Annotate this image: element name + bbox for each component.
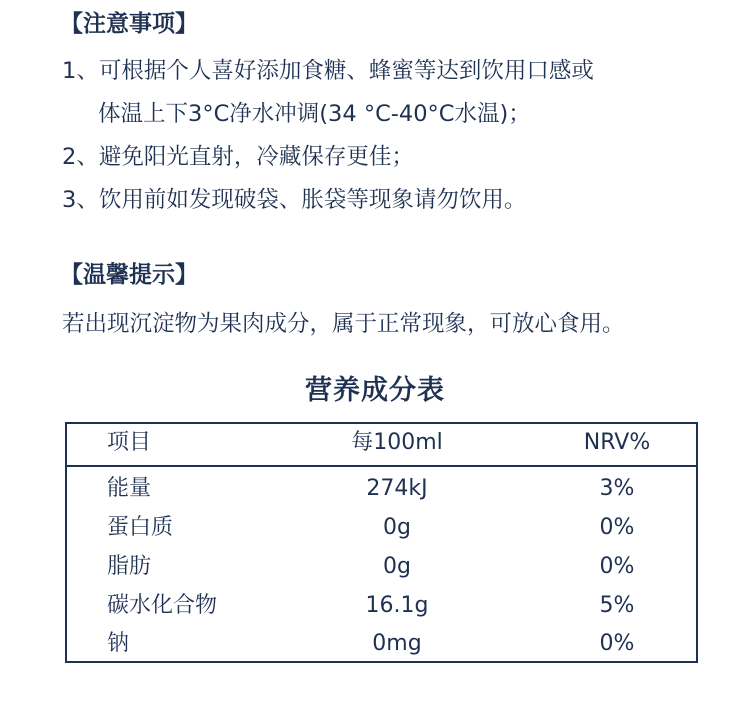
notice-line-3: 3、饮用前如发现破袋、胀袋等现象请勿饮用。 [62,187,527,213]
row-protein-value: 0g [383,515,411,540]
header-nrv: NRV% [583,430,651,455]
nutrition-table [65,422,698,663]
row-sodium-value: 0mg [372,631,422,656]
notice-line-1-continued: 体温上下3°C净水冲调(34 °C-40°C水温)； [98,101,531,127]
row-fat-name: 脂肪 [107,554,152,579]
row-energy-name: 能量 [107,476,152,501]
row-sodium-nrv: 0% [599,631,635,656]
tips-line: 若出现沉淀物为果肉成分，属于正常现象，可放心食用。 [62,311,625,337]
row-protein-name: 蛋白质 [107,515,174,540]
header-divider [67,465,696,467]
tips-heading: 【温馨提示】 [60,262,198,288]
row-carbohydrate-value: 16.1g [365,593,429,618]
row-carbohydrate-name: 碳水化合物 [107,593,218,618]
notice-line-1: 1、可根据个人喜好添加食糖、蜂蜜等达到饮用口感或 [62,58,594,84]
row-carbohydrate-nrv: 5% [599,593,635,618]
row-energy-value: 274kJ [366,476,428,501]
notice-heading: 【注意事项】 [60,11,198,37]
row-fat-value: 0g [383,554,411,579]
nutrition-table-title: 营养成分表 [305,375,445,406]
header-per-100ml: 每100ml [351,430,443,455]
row-sodium-name: 钠 [107,631,130,656]
header-item: 项目 [107,430,152,455]
notice-line-2: 2、避免阳光直射，冷藏保存更佳； [62,144,414,170]
row-protein-nrv: 0% [599,515,635,540]
row-energy-nrv: 3% [599,476,635,501]
row-fat-nrv: 0% [599,554,635,579]
